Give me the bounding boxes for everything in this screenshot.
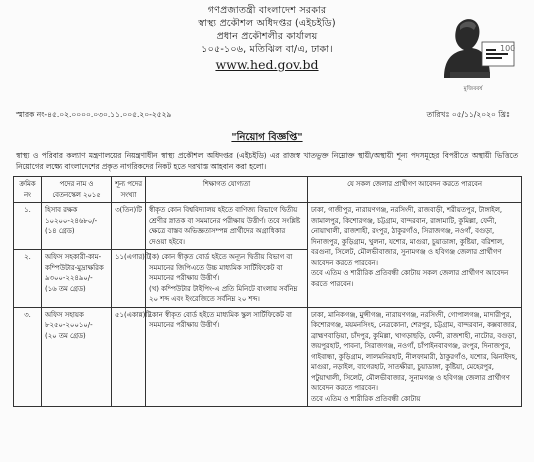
notice-title: "নিয়োগ বিজ্ঞপ্তি" <box>231 132 303 143</box>
office-name: প্রধান প্রকৌশলীর কার্যালয় <box>216 31 318 42</box>
letterhead <box>10 4 524 106</box>
vacancy-count-cell: ১১(এগার)টি <box>112 250 146 308</box>
header-post-name: পদের নাম ও বেতনস্কেল ২০১৫ <box>42 177 112 203</box>
table-row <box>14 307 522 407</box>
memo-number: স্মারক নং-৪৫.০২.০০০০.০৩০.১১.০০৫.২০-২৫২৯ <box>16 110 172 119</box>
post-name-cell: অফিস সহকারী-কাম-কম্পিউটার-মুদ্রাক্ষরিক ৯৩০০-২২৪৯০/- (১৬ তম গ্রেড) <box>42 250 112 308</box>
mujib-borsho-logo <box>430 12 516 92</box>
intro-paragraph: স্বাস্থ্য ও পরিবার কল্যাণ মন্ত্রণালয়ের নিয়ন্ত্রণাধীন স্বাস্থ্য প্রকৌশল অধিদপ্তর (এইচইডি) এর রাজস্ব খাতভুক্ত নিম্নোক্ত স্থায়ী/অস্থায়ী শূন্য পদসমূহের বিপরীতে অস্থায়ী ভিত্তিতে নিয়োগের লক্ষ্যে বাংলাদেশের প্রকৃত নাগরিকদের নিকট হতে দরখাস্ত আহবান করা হলো। <box>16 151 518 171</box>
eligible-districts-cell: ঢাকা, মানিকগঞ্জ, মুন্সীগঞ্জ, নারায়ণগঞ্জ, নরসিংদী, গোপালগঞ্জ, মাদারীপুর, কিশোরগঞ্জ, ময়মনসিংহ, নেত্রকোনা, শেরপুর, চট্টগ্রাম, বান্দরবান, কক্সবাজার, ব্রাহ্মণবাড়িয়া, চাঁদপুর, কুমিল্লা, খাগড়াছড়ি, ফেনী, রাজশাহী, নাটোর, বগুড়া, জয়পুরহাট, পাবনা, সিরাজগঞ্জ, নওগাঁ, চাঁপাইনবাবগঞ্জ, রংপুর, দিনাজপুর, গাইবান্ধা, কুড়িগ্রাম, লালমনিরহাট, নীলফামারী, ঠাকুরগাঁও, যশোর, ঝিনাইদহ, মাগুরা, নড়াইল, বাগেরহাট, সাতক্ষীরা, চুয়াডাঙ্গা, কুষ্টিয়া, মেহেরপুর, পটুয়াখালী, সিলেট, মৌলভীবাজার, সুনামগঞ্জ ও হবিগঞ্জ জেলার প্রার্থীগণ আবেদন করতে পারবেন। তবে এতিম ও শারীরিক প্রতিবন্ধী কোটায় <box>308 307 522 407</box>
portrait-icon <box>430 12 516 82</box>
header-qualification: শিক্ষাগত যোগ্যতা <box>146 177 308 203</box>
serial-cell: ১. <box>14 203 42 250</box>
govt-title: গণপ্রজাতন্ত্রী বাংলাদেশ সরকার <box>207 5 327 16</box>
qualification-cell: স্বীকৃত কোন বিশ্ববিদ্যালয় হইতে বাণিজ্য বিভাগে দ্বিতীয় শ্রেণীর স্নাতক বা সমমানের পরীক্ষায় উত্তীর্ণ। তবে সংশ্লিষ্ট ক্ষেত্রে বাস্তব অভিজ্ঞতাসম্পন্ন প্রার্থীদের অগ্রাধিকার দেওয়া হইবে। <box>146 203 308 250</box>
office-address: ১০৫-১০৬, মতিঝিল বা/এ, ঢাকা। <box>201 44 333 55</box>
logo-caption: মুজিববর্ষ <box>463 86 483 92</box>
eligible-districts-cell: ঢাকা, গাজীপুর, নারায়ণগঞ্জ, নরসিংদী, রাজবাড়ী, শরীয়তপুর, টাঙ্গাইল, জামালপুর, কিশোরগঞ্জ, চট্টগ্রাম, বান্দরবান, রাঙ্গামাটি, কুমিল্লা, ফেনী, নোয়াখালী, রাজশাহী, রংপুর, ঠাকুরগাঁও, সিরাজগঞ্জ, নওগাঁ, বগুড়া, দিনাজপুর, কুড়িগ্রাম, খুলনা, যশোর, মাগুরা, চুয়াডাঙ্গা, কুষ্টিয়া, বরিশাল, বরগুনা, সিলেট, মৌলভীবাজার, সুনামগঞ্জ ও হবিগঞ্জ জেলার প্রার্থীগণ আবেদন করতে পারবেন। তবে এতিম ও শারীরিক প্রতিবন্ধী কোটায় সকল জেলার প্রার্থীগণ আবেদন করতে পারবেন। <box>308 203 522 308</box>
website-link[interactable]: www.hed.gov.bd <box>215 57 319 72</box>
post-name-cell: অফিস সহায়ক ৮২৫০-২০০১০/- (২০ তম গ্রেড) <box>42 307 112 407</box>
issue-date: তারিখঃ ০৫/১১/২০২০ খ্রিঃ <box>426 110 510 119</box>
vacancy-count-cell: ৩(তিন)টি <box>112 203 146 250</box>
header-vacancy-count: শূন্য পদের সংখ্যা <box>112 177 146 203</box>
header-eligible-districts: যে সকল জেলার প্রার্থীগণ আবেদন করতে পারবেন <box>308 177 522 203</box>
qualification-cell: (ক) কোন স্বীকৃত বোর্ড হইতে অন্যূন দ্বিতীয় বিভাগ বা সমমানের জিপিএতে উচ্চ মাধ্যমিক সার্টিফিকেট বা সমমানের পরীক্ষায় উত্তীর্ণ। (খ) কম্পিউটার টাইপিং-এ প্রতি মিনিটে বাংলায় সর্বনিম্ন ২০ শব্দ এবং ইংরেজিতে সর্বনিম্ন ২০ শব্দ। <box>146 250 308 308</box>
vacancy-count-cell: ৫১(একান্ন)টি <box>112 307 146 407</box>
department-name: স্বাস্থ্য প্রকৌশল অধিদপ্তর (এইচইডি) <box>198 18 336 29</box>
table-header-row <box>14 177 522 203</box>
vacancy-table <box>13 176 522 407</box>
serial-cell: ৩. <box>14 307 42 407</box>
reference-row <box>10 110 524 122</box>
header-serial: ক্রমিক নং <box>14 177 42 203</box>
post-name-cell: হিসাব রক্ষক ১০২০০-২৪৬৮০/- (১৪ গ্রেড) <box>42 203 112 250</box>
svg-text:100: 100 <box>500 44 516 53</box>
serial-cell: ২. <box>14 250 42 308</box>
qualification-cell: কোন স্বীকৃত বোর্ড হইতে মাধ্যমিক স্কুল সার্টিফিকেট বা সমমানের পরীক্ষায় উত্তীর্ণ। <box>146 307 308 407</box>
table-row <box>14 203 522 250</box>
